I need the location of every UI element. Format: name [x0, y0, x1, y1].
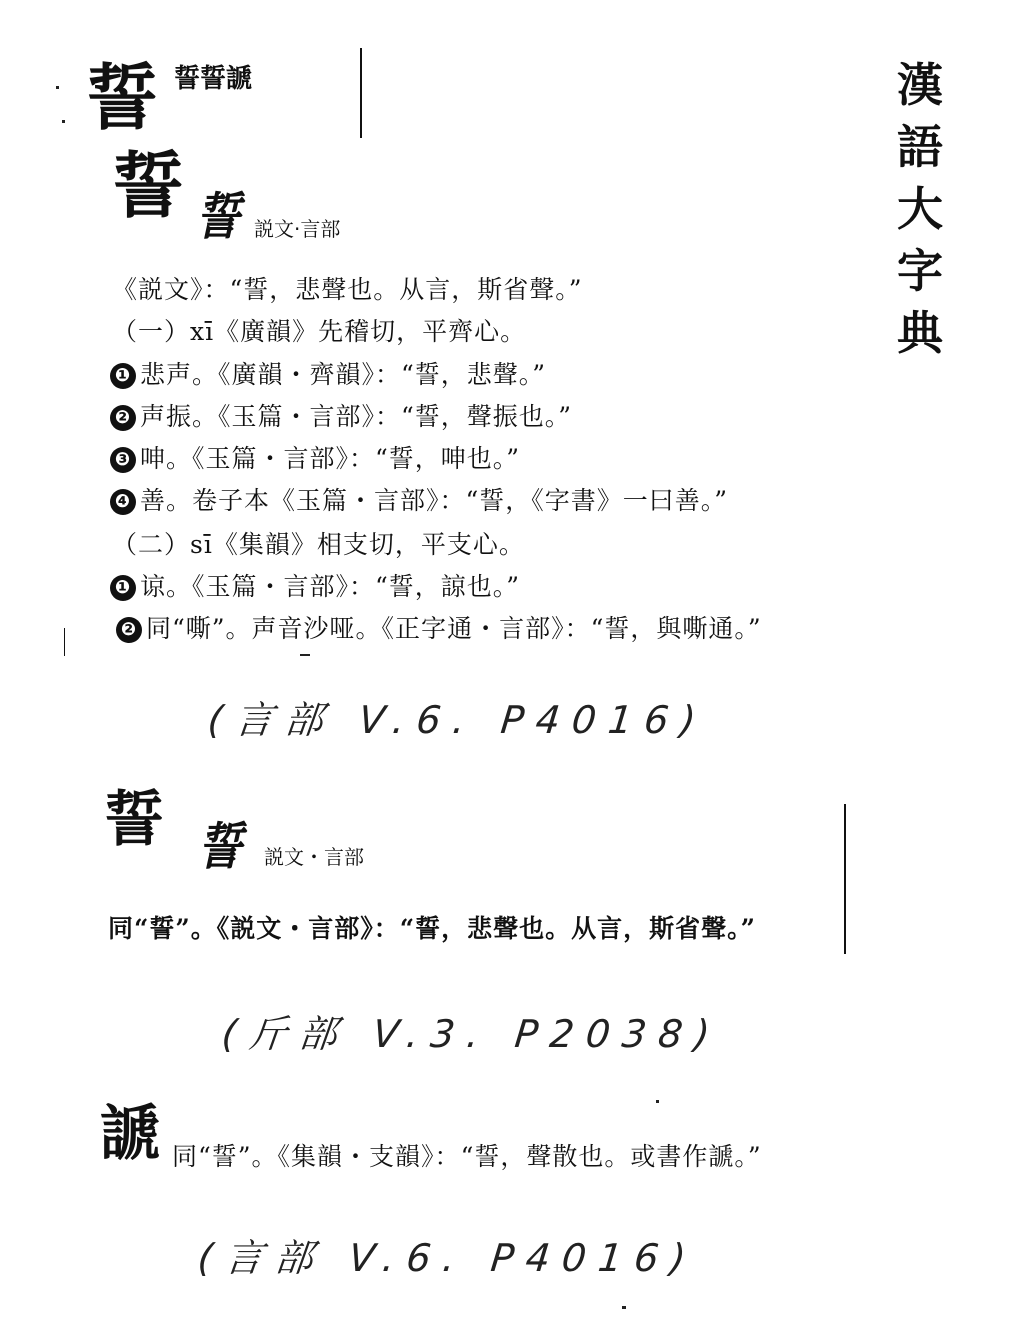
sense-number-badge: ❶ [110, 363, 136, 389]
entry3-line: 同“誓”。《集韻・支韻》：“誓，聲散也。或書作謕。” [172, 1142, 762, 1171]
sense-text: 同“嘶”。声音沙哑。《正字通・言部》：“誓，與嘶通。” [146, 614, 762, 643]
sense-number-badge: ❹ [110, 489, 136, 515]
sense-number-badge: ❸ [110, 447, 136, 473]
scan-speck [622, 1306, 626, 1309]
margin-rule-mid [844, 804, 846, 954]
entry1-source: 説文·言部 [254, 217, 341, 241]
margin-rule-top [360, 48, 362, 138]
entry1-sense-2 [110, 402, 572, 432]
entry1-sense-3 [110, 444, 520, 474]
entry2-seal-script: 誓 [198, 818, 242, 877]
sense-number-badge: ❷ [110, 405, 136, 431]
handwritten-note-3: (言部 V.6. P4016) [195, 1236, 700, 1280]
dictionary-title-char: 典 [897, 306, 943, 360]
handwritten-note-1: (言部 V.6. P4016) [205, 698, 710, 742]
entry2-line: 同“誓”。《説文・言部》：“誓，悲聲也。从言，斯省聲。” [108, 914, 757, 943]
entry1-sense-4 [110, 486, 728, 516]
dictionary-title [890, 54, 950, 364]
scan-speck [56, 86, 59, 89]
headword-top: 誓 [86, 55, 159, 140]
sense-text: 谅。《玉篇・言部》：“誓，諒也。” [140, 572, 521, 601]
scan-speck [62, 120, 65, 123]
sense-number-badge: ❶ [110, 575, 136, 601]
variant-forms: 誓誓謕 [174, 64, 253, 94]
handwritten-note-2: (斤部 V.3. P2038) [219, 1012, 724, 1056]
entry1-line-6: （二）sī《集韻》相支切，平支心。 [112, 530, 525, 559]
entry1-sense-6 [116, 614, 762, 644]
sense-text: 善。卷子本《玉篇・言部》：“誓，《字書》一曰善。” [140, 486, 729, 515]
sense-number-badge: ❷ [116, 617, 142, 643]
entry1-sense-1 [110, 360, 546, 390]
scan-speck [656, 1100, 659, 1103]
entry1-sense-5 [110, 572, 520, 602]
entry3-headword: 謕 [100, 1099, 160, 1169]
entry2-source: 説文・言部 [264, 845, 364, 869]
entry1-line-1: （一）xī《廣韻》先稽切，平齊心。 [112, 317, 527, 346]
scan-speck [300, 654, 310, 656]
entry1-headword: 誓 [112, 143, 185, 228]
margin-tick [64, 628, 65, 656]
sense-text: 悲声。《廣韻・齊韻》：“誓，悲聲。” [140, 360, 547, 389]
sense-text: 声振。《玉篇・言部》：“誓，聲振也。” [140, 402, 573, 431]
dictionary-title-text [890, 54, 950, 364]
dictionary-title-char: 語 [897, 120, 943, 174]
entry2-headword: 誓 [104, 785, 164, 855]
entry1-seal-script: 誓 [196, 188, 240, 247]
dictionary-title-char: 漢 [897, 58, 943, 112]
dictionary-title-char: 大 [897, 182, 943, 236]
dictionary-title-char: 字 [897, 244, 943, 298]
sense-text: 呻。《玉篇・言部》：“誓，呻也。” [140, 444, 521, 473]
entry1-line-0: 《説文》：“誓，悲聲也。从言，斯省聲。” [112, 275, 583, 304]
